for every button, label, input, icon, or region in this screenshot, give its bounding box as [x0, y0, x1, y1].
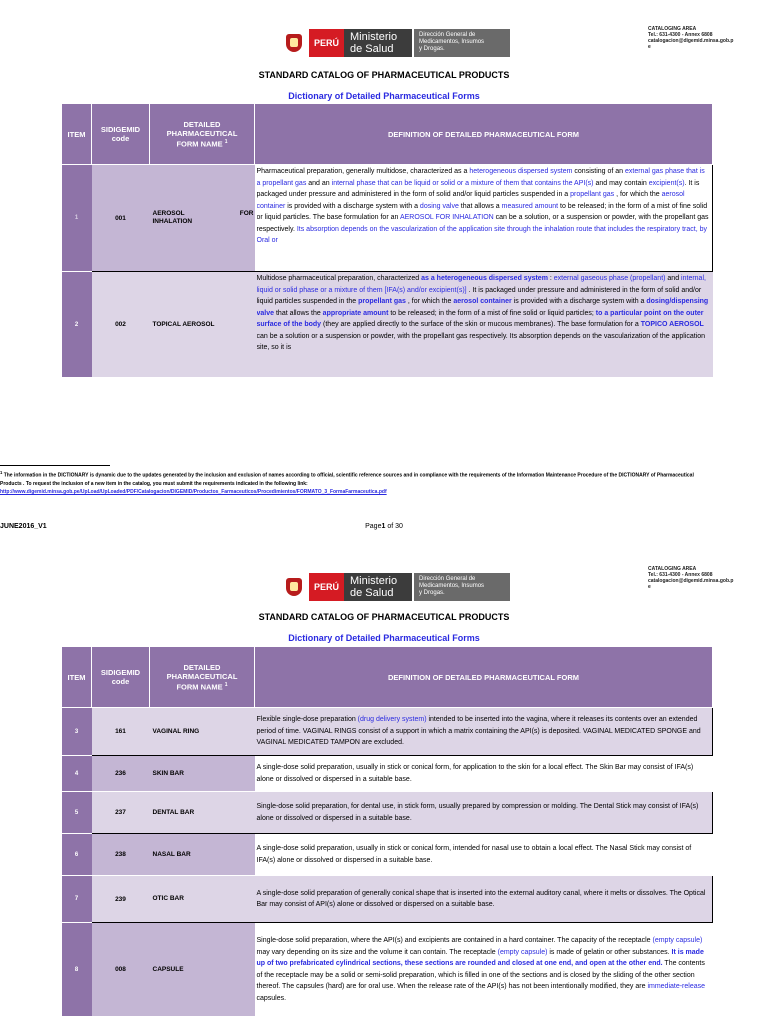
definition-segment: that allows a — [458, 202, 502, 210]
col-header-code: SIDIGEMID code — [92, 104, 150, 165]
table-row — [62, 272, 713, 378]
definition-segment: immediate-release — [647, 983, 706, 990]
row-form-name: SKIN BAR — [150, 756, 255, 792]
definition-segment: heterogeneous dispersed system — [469, 168, 573, 175]
col-header-item: ITEM — [62, 104, 92, 165]
row-definition — [255, 756, 713, 792]
document-page-2 — [0, 552, 768, 1024]
definition-segment: Its absorption depends on the vascularization of the application site through the inhalation route that includes the respiratory tract, by Oral or — [256, 225, 707, 244]
row-code: 161 — [92, 708, 150, 756]
logo-directorate: Dirección General de Medicamentos, Insumos y Drogas. — [414, 29, 510, 57]
catalog-request-link[interactable]: http://www.digemid.minsa.gob.pe/UpLoad/UpLoaded/PDF/Catalogacion/DIGEMID/Productos_Farmaceuticos/Procedimientos/FORMATO_3_FormaFarmaceutica.pdf — [0, 488, 387, 495]
definition-segment: consisting of an — [572, 168, 625, 175]
footnote: $^1$ The information in the DICTIONARY is dynamic due to the updates generated by the inclusion and exclusion of names according to official, scientific reference sources and in compliance with the requirements of the Information Maintenance Procedure of the DICTIONARY of Pharmaceutical Products . To request the inclusion of a new item in the catalog, you must submit the requirements indicated in the following link: http://www.digemid.minsa.gob.pe/UpLoad/UpLoaded/PDF/Catalogacion/DIGEMID/Productos_Farmaceuticos/Procedimientos/FORMATO_3_FormaFarmaceutica.pdf — [0, 470, 694, 495]
coat-of-arms-icon — [283, 576, 305, 598]
row-definition — [255, 876, 713, 923]
definition-segment: internal, liquid or solid phase or a mixture of them [IFA(s) and/or excipient(s)] — [256, 275, 706, 294]
table-row — [62, 876, 713, 923]
row-definition — [255, 272, 713, 378]
col-header-code: SIDIGEMID code — [92, 647, 150, 708]
definition-segment: intended to be inserted into the vagina, where it releases its contents over an extended period of time. VAGINAL RINGS consist of a support in which a matrix containing the API(s) is deposited. VAGINAL MEDICATED SPONGE and VAGINAL MEDICATED TAMPON are excluded. — [256, 716, 701, 747]
definition-segment: and — [665, 275, 682, 282]
table-row — [62, 756, 713, 792]
document-subtitle: Dictionary of Detailed Pharmaceutical Forms — [288, 633, 480, 643]
definition-segment: A single-dose solid preparation, usually in stick or conical form, intended for nasal use to obtain a local effect. The Nasal Stick may consist of IFA(s) alone or dissolved or dispersed in a suitable base. — [256, 845, 692, 864]
row-code: 002 — [92, 272, 150, 378]
definition-segment: is provided with a discharge system with a — [285, 202, 420, 210]
table-row — [62, 165, 713, 272]
row-item-number: 2 — [62, 272, 92, 378]
catalog-area-contact: CATALOGING AREA Tel.: 631-4300 - Annex 6808 catalogacion@digemid.minsa.gob.p e — [648, 566, 734, 590]
col-header-name: DETAILED PHARMACEUTICAL FORM NAME $^1$ — [150, 647, 255, 708]
definition-segment: internal phase that can be liquid or solid or a mixture of them that contains the API(s) — [331, 179, 594, 187]
definition-segment: can be a solution, or a suspension or powder, with the propellant gas respectively. — [256, 214, 709, 233]
definition-segment: dosing/dispensing valve — [256, 298, 709, 317]
col-header-name: DETAILED PHARMACEUTICAL FORM NAME $^1$ — [150, 104, 255, 165]
definition-segment: Pharmaceutical preparation, generally multidose, characterized as a — [256, 168, 470, 175]
definition-segment: AEROSOL FOR INHALATION — [399, 214, 494, 221]
row-form-name: TOPICAL AEROSOL — [150, 272, 255, 378]
col-header-definition: DEFINITION OF DETAILED PHARMACEUTICAL FORM — [255, 104, 713, 165]
row-form-name: OTIC BAR — [150, 876, 255, 923]
definition-segment: . It is packaged under pressure and administered in the form of solid and/or liquid particles suspended in a — [256, 179, 700, 198]
row-form-name: NASAL BAR — [150, 834, 255, 876]
minsa-logo — [283, 570, 510, 603]
definition-segment: excipient(s) — [648, 179, 685, 187]
row-form-name: VAGINAL RING — [150, 708, 255, 756]
definition-segment: can be a solution or a suspension or powder, with the propellant gas respectively. Its absorption depends on the vascularization of the application site, so it is — [256, 332, 706, 351]
col-header-item: ITEM — [62, 647, 92, 708]
definition-segment: measured amount — [501, 202, 559, 210]
definition-segment: Single-dose solid preparation, where the API(s) and excipients are contained in a hard container. The capacity of the receptacle — [256, 937, 653, 944]
coat-of-arms-icon — [283, 32, 305, 54]
definition-segment: dosing valve — [419, 202, 459, 210]
definition-segment: may vary depending on its size and the volume it can contain. The receptacle — [256, 948, 498, 956]
version-label: JUNE2016_V1 — [0, 523, 47, 530]
definition-segment: TOPICO AEROSOL — [640, 321, 704, 328]
table-row — [62, 923, 713, 1017]
pharma-form-table — [61, 103, 713, 378]
definition-segment: is made of gelatin or other substances. — [547, 948, 672, 956]
row-item-number: 1 — [62, 165, 92, 272]
definition-segment: to be released; in the form of a mist of fine solid or liquid particles. The base formulation for an — [256, 202, 708, 221]
col-header-definition: DEFINITION OF DETAILED PHARMACEUTICAL FORM — [255, 647, 713, 708]
row-definition — [255, 708, 713, 756]
definition-segment: external gas phase that is a propellant gas — [256, 168, 705, 187]
row-code: 236 — [92, 756, 150, 792]
row-code: 237 — [92, 792, 150, 834]
definition-segment: that allows the — [274, 309, 323, 317]
definition-segment: A single-dose solid preparation, usually in stick or conical form, for application to the skin for a local effect. The Skin Bar may consist of IFA(s) alone or dissolved or dispersed in a suitable base. — [256, 764, 694, 783]
row-definition — [255, 923, 713, 1017]
definition-segment: as a heterogeneous dispersed system — [421, 275, 548, 282]
footnote-divider — [0, 465, 110, 466]
definition-segment: propellant gas — [570, 191, 615, 198]
definition-segment: aerosol container — [256, 191, 685, 210]
definition-segment: propellant gas — [358, 298, 406, 305]
row-item-number: 5 — [62, 792, 92, 834]
definition-segment: It is made up of two prefabricated cylindrical sections, these sections are rounded and closed at one end, and open at the other end. — [256, 948, 704, 967]
definition-segment: Flexible single-dose preparation — [256, 716, 358, 724]
table-row — [62, 792, 713, 834]
row-definition — [255, 165, 713, 272]
definition-segment: and an — [306, 179, 332, 187]
definition-segment: aerosol container — [453, 298, 512, 305]
table-row — [62, 708, 713, 756]
definition-segment: . It is packaged under pressure and administered in the form of solid and/or liquid particles suspended in the — [256, 286, 702, 305]
definition-segment: to be released; in the form of a mist of fine solid or liquid particles; — [388, 309, 596, 317]
row-form-name: AEROSOL FOR INHALATION — [150, 165, 255, 272]
row-form-name: CAPSULE — [150, 923, 255, 1017]
document-title: STANDARD CATALOG OF PHARMACEUTICAL PRODUCTS — [258, 612, 510, 622]
document-subtitle: Dictionary of Detailed Pharmaceutical Forms — [288, 91, 480, 101]
row-code: 239 — [92, 876, 150, 923]
page-number: Page1 of 30 — [365, 523, 403, 530]
pharma-form-table — [61, 646, 713, 1017]
row-form-name: DENTAL BAR — [150, 792, 255, 834]
definition-segment: , for which the — [614, 191, 662, 198]
definition-segment: : — [547, 275, 554, 282]
definition-segment: (they are applied directly to the surface of the skin or mucous membranes). The base formulation for a — [321, 321, 641, 328]
logo-ministry: Ministerio de Salud — [344, 573, 412, 601]
row-item-number: 4 — [62, 756, 92, 792]
table-header-row — [62, 647, 713, 708]
row-item-number: 6 — [62, 834, 92, 876]
definition-segment: appropriate amount — [322, 309, 389, 317]
row-item-number: 7 — [62, 876, 92, 923]
definition-segment: (empty capsule) — [497, 948, 548, 956]
logo-directorate: Dirección General de Medicamentos, Insumos y Drogas. — [414, 573, 510, 601]
row-item-number: 8 — [62, 923, 92, 1017]
definition-segment: capsules. — [256, 994, 287, 1002]
definition-segment: Single-dose solid preparation, for dental use, in stick form, usually prepared by compression or molding. The Dental Stick may consist of IFA(s) alone or dissolved or dispersed in a suitable base. — [256, 803, 699, 822]
table-header-row — [62, 104, 713, 165]
logo-peru: PERÚ — [309, 573, 344, 601]
definition-segment: external gaseous phase (propellant) — [553, 275, 666, 282]
definition-segment: The contents of the receptacle may be a solid or semi-solid preparation, which is filled in one of the sections and is closed by the sliding of the other section thereof. The capsules (hard) are for oral use. When the release rate of the API(s) has not been intentionally modified, they are — [256, 960, 705, 990]
row-code: 001 — [92, 165, 150, 272]
definition-segment: and may contain — [593, 179, 649, 187]
document-title: STANDARD CATALOG OF PHARMACEUTICAL PRODUCTS — [258, 70, 510, 80]
row-code: 008 — [92, 923, 150, 1017]
definition-segment: (empty capsule) — [652, 937, 703, 944]
definition-segment: (drug delivery system) — [357, 716, 427, 724]
row-definition — [255, 792, 713, 834]
minsa-logo — [283, 26, 510, 59]
definition-segment: is provided with a discharge system with a — [511, 298, 647, 305]
row-definition — [255, 834, 713, 876]
table-row — [62, 834, 713, 876]
definition-segment: A single-dose solid preparation of generally conical shape that is inserted into the external auditory canal, where it melts or dissolves. The Optical Bar may consist of API(s) alone or dissolved or dispersed on a suitable base. — [256, 889, 706, 908]
logo-peru: PERÚ — [309, 29, 344, 57]
row-item-number: 3 — [62, 708, 92, 756]
catalog-area-contact: CATALOGING AREA Tel.: 631-4300 - Annex 6808 catalogacion@digemid.minsa.gob.p e — [648, 26, 734, 50]
definition-segment: Multidose pharmaceutical preparation, characterized — [256, 275, 422, 282]
logo-ministry: Ministerio de Salud — [344, 29, 412, 57]
row-code: 238 — [92, 834, 150, 876]
definition-segment: , for which the — [405, 298, 454, 305]
definition-segment: to a particular point on the outer surface of the body — [256, 309, 704, 328]
